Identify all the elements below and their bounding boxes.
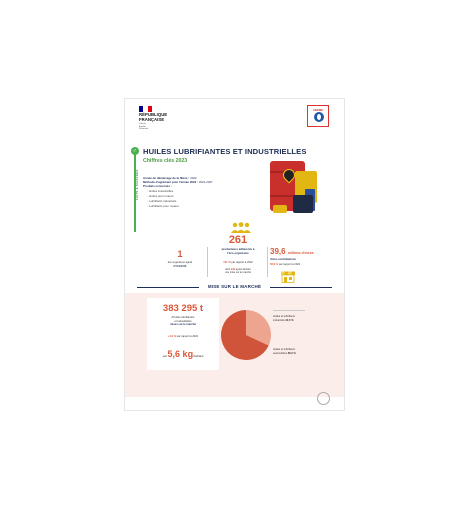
per-capita: soit 5,6 kg/habitant [162, 349, 204, 359]
check-icon: ✓ [132, 148, 138, 154]
products-list [143, 189, 213, 210]
stat-producteurs-pct: 131 % par rapport à 2022 [223, 261, 253, 264]
stat-producteurs-value: 261 [228, 234, 248, 246]
method-line: Méthode d'agrément pour l'année 2023 : 2022-2027 [143, 180, 213, 185]
people-icon [229, 222, 253, 234]
legend-industriels: Huiles et lubrifiants industriels 32,0 % [273, 315, 295, 322]
legend-automobiles: Huiles et lubrifiants automobiles 68,0 % [273, 348, 296, 355]
stat-eco-organisme-value: 1 [177, 249, 183, 259]
tonnage-value: 383 295 t [162, 303, 204, 314]
document-page [125, 99, 344, 410]
oil-canister-icon [293, 195, 313, 213]
tonnage-text: d'huiles lubrifiantes et industrielles mises sur le marché [170, 316, 196, 327]
ademe-logo: ADEME [307, 105, 329, 127]
page-subtitle: Chiffres clés 2023 [143, 158, 188, 164]
list-item: ○ Huiles pour moteur [147, 194, 213, 199]
market-section-title: MISE SUR LE MARCHÉ [207, 284, 262, 289]
info-block [143, 176, 213, 209]
year-line: Année de démarrage de la filière : 2022 [143, 176, 197, 180]
shop-icon [280, 271, 296, 283]
market-pie-chart [220, 309, 272, 361]
sidebar-label: FAITS & CHIFFRES [135, 169, 139, 200]
stat-eco-contributions-value: 39,6 millions d'euros [270, 247, 314, 256]
ademe-emblem-icon [314, 112, 324, 122]
republique-francaise-logo: RÉPUBLIQUE FRANÇAISE [139, 112, 168, 122]
list-item: ○ Huiles industrielles [147, 189, 213, 194]
stat-producteurs-detail: dont 246 ayant déclaré une mise sur le marché [225, 268, 251, 275]
stat-producteurs-text: producteurs adhérents à l'éco-organisme [221, 247, 255, 255]
footer-seal-icon [317, 392, 330, 405]
list-item: ○ Lubrifiants pour moteur [147, 204, 213, 209]
stat-eco-contributions-text: d'éco-contributions [270, 257, 296, 261]
stat-eco-organisme-text: éco-organisme agréé CYCLEVIA [167, 261, 193, 268]
list-item: ○ Lubrifiants industriels [147, 199, 213, 204]
page-title: HUILES LUBRIFIANTES ET INDUSTRIELLES [143, 147, 307, 156]
stat-eco-contributions-pct: 56,9 % par rapport à 2022 [270, 263, 301, 266]
devise: Liberté Égalité Fraternité [139, 123, 149, 131]
products-label: Produits concernés : [143, 184, 172, 189]
tonnage-pct: +4,9 % par rapport à 2022 [167, 335, 199, 338]
oil-can-icon [273, 205, 287, 213]
